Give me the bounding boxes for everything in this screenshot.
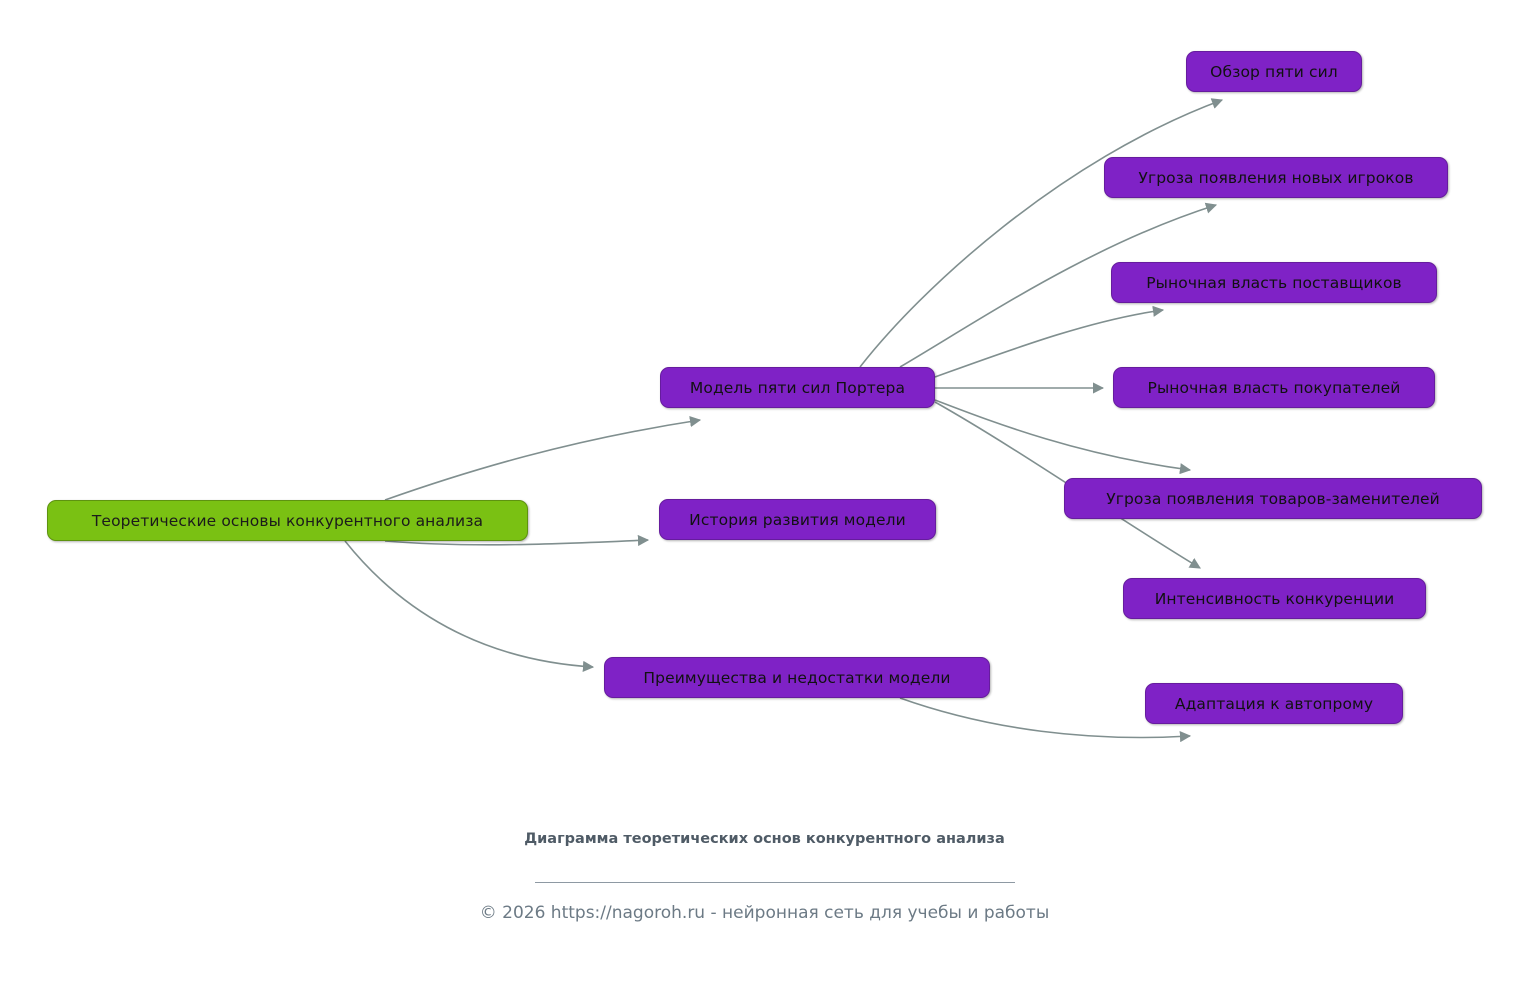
node-label: Угроза появления новых игроков: [1138, 168, 1414, 187]
node-label: Обзор пяти сил: [1210, 62, 1338, 81]
diagram-footer: [0, 903, 1529, 923]
node-rivalry[interactable]: [1123, 578, 1426, 619]
diagram-caption: [0, 830, 1529, 849]
node-porter[interactable]: [660, 367, 935, 408]
node-label: Адаптация к автопрому: [1174, 694, 1374, 713]
edge-porter-to-substitutes: [935, 400, 1190, 470]
node-label: Рыночная власть покупателей: [1147, 378, 1401, 397]
node-label: Рыночная власть поставщиков: [1146, 273, 1402, 292]
node-label: Угроза появления товаров-заменителей: [1106, 489, 1440, 508]
node-root[interactable]: [47, 500, 528, 541]
edge-root-to-porter: [385, 420, 700, 500]
diagram-title: Диаграмма теоретических основ конкурентного анализа: [524, 831, 1005, 847]
node-label: Интенсивность конкуренции: [1154, 589, 1395, 608]
edge-root-to-prosCons: [345, 541, 593, 667]
node-substitutes[interactable]: [1064, 478, 1482, 519]
node-autoAdapt[interactable]: [1145, 683, 1403, 724]
node-history[interactable]: [659, 499, 936, 540]
node-buyers[interactable]: [1113, 367, 1435, 408]
node-label: Модель пяти сил Портера: [689, 378, 906, 397]
node-prosCons[interactable]: [604, 657, 990, 698]
node-newEntrants[interactable]: [1104, 157, 1448, 198]
node-suppliers[interactable]: [1111, 262, 1437, 303]
node-overview[interactable]: [1186, 51, 1362, 92]
node-label: История развития модели: [689, 510, 906, 529]
edge-porter-to-overview: [860, 100, 1222, 367]
node-label: Преимущества и недостатки модели: [643, 668, 951, 687]
node-label: Теоретические основы конкурентного анализа: [91, 511, 484, 530]
caption-divider: [535, 882, 1015, 883]
footer-text: © 2026 https://nagoroh.ru - нейронная сеть для учебы и работы: [479, 903, 1050, 923]
